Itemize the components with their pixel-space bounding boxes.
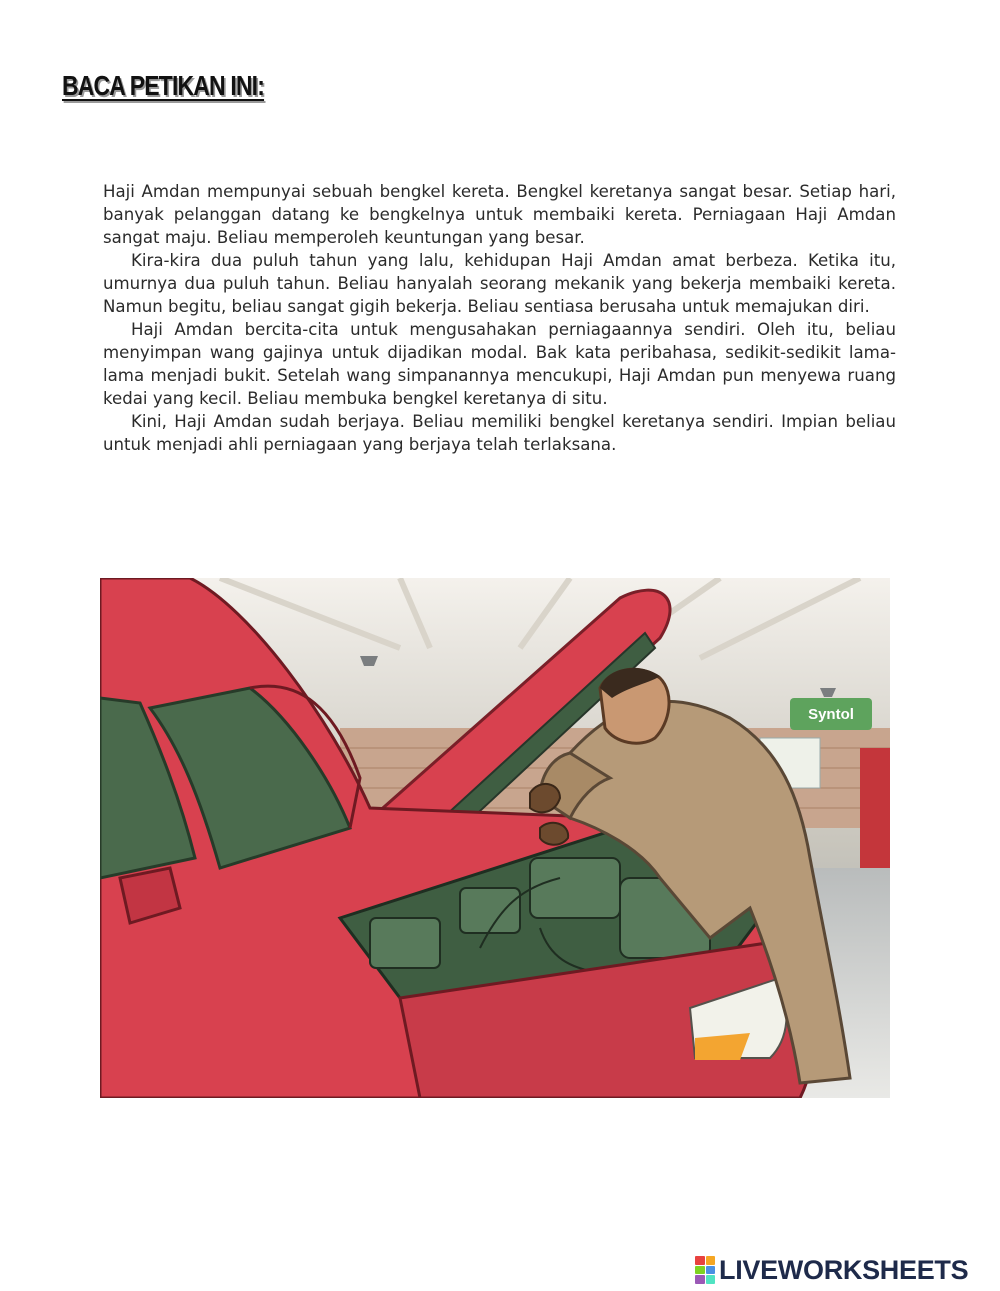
paragraph-2: Kira-kira dua puluh tahun yang lalu, kehidupan Haji Amdan amat berbeza. Ketika itu, umurnya dua puluh tahun. Beliau hanyalah seorang mekanik yang bekerja membaiki kereta. Namun begitu, beliau sangat gigih bekerja. Beliau sentiasa berusaha untuk memajukan diri. xyxy=(103,251,896,316)
mark-block xyxy=(706,1266,716,1275)
liveworksheets-logo xyxy=(695,1253,968,1287)
tool-cabinet xyxy=(860,748,890,888)
syntol-sign xyxy=(790,698,872,730)
paragraph-3: Haji Amdan bercita-cita untuk mengusahakan perniagaannya sendiri. Oleh itu, beliau menyimpan wang gajinya untuk dijadikan modal. Bak kata peribahasa, sedikit-sedikit lama-lama menjadi bukit. Setelah wang simpanannya mencukupi, Haji Amdan pun menyewa ruang kedai yang kecil. Beliau membuka bengkel keretanya di situ. xyxy=(103,320,896,408)
mark-block xyxy=(695,1275,705,1284)
liveworksheets-brand-text: LIVEWORKSHEETS xyxy=(719,1254,969,1285)
page-heading: BACA PETIKAN INI: xyxy=(62,70,265,101)
mark-block xyxy=(706,1275,716,1284)
mark-block xyxy=(695,1266,705,1275)
paragraph-1: Haji Amdan mempunyai sebuah bengkel kereta. Bengkel keretanya sangat besar. Setiap hari, banyak pelanggan datang ke bengkelnya untuk membaiki kereta. Perniagaan Haji Amdan sangat maju. Beliau memperoleh keuntungan yang besar. xyxy=(103,182,896,247)
liveworksheets-mark-icon xyxy=(695,1256,715,1284)
sign-text: Syntol xyxy=(808,706,854,723)
paragraph-4: Kini, Haji Amdan sudah berjaya. Beliau memiliki bengkel keretanya sendiri. Impian beliau untuk menjadi ahli perniagaan yang berjaya telah terlaksana. xyxy=(103,412,896,454)
reading-passage xyxy=(103,180,896,456)
mark-block xyxy=(706,1256,716,1265)
mechanic-illustration xyxy=(100,578,890,1098)
mark-block xyxy=(695,1256,705,1265)
